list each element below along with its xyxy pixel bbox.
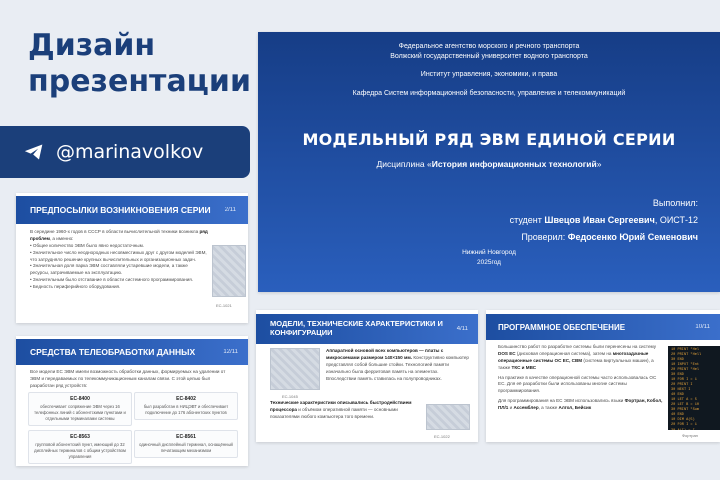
- s4-p1-bold3: ТКС и МВС: [511, 364, 537, 370]
- s1-bullet-text: Общее количество ЭВМ было явно недостаточным.: [32, 242, 145, 248]
- code-line: 10 INPUT "Ent: [671, 363, 700, 368]
- s4-paragraph: На практике в качестве операционной системы часто использовалась ОС ЕС. Для её разработки были использованы многие системы программирования.: [498, 374, 657, 394]
- slide-header: [486, 314, 720, 340]
- ts-checked-prefix: Проверил:: [521, 232, 568, 243]
- s1-bullet: • Значительная доля парка ЭВМ составляли устаревшие модели, а также ресурсы, затрачиваемые на эксплуатацию.: [30, 263, 188, 276]
- slide-software: [486, 310, 720, 442]
- slide-header: [16, 339, 248, 365]
- device-title: ЕС-8563: [70, 434, 90, 440]
- slide-page-number: 4/11: [456, 325, 468, 332]
- slide-prerequisites: [16, 193, 248, 323]
- code-line: 20 PRINT "Hel: [671, 368, 700, 373]
- s4-p3-bold: Фортран, Кобол, ПЛ/1: [498, 398, 663, 411]
- device-text: групповой абонентский пункт, имеющий до 32 дисплейных терминалов с общим устройством управления: [34, 442, 126, 460]
- code-line: 30 NEXT I: [671, 388, 691, 393]
- ts-institute: Институт управления, экономики, и права: [420, 71, 558, 78]
- cover-headline: Дизайн презентации: [28, 28, 251, 99]
- code-line: 20 LET B = 10: [671, 403, 700, 408]
- s4-paragraph: [498, 344, 664, 372]
- device-title: ЕС-8400: [70, 396, 90, 402]
- computer-photo: [270, 348, 320, 390]
- s1-bullet-text: Значительным было отставание в области системного программирования.: [32, 277, 193, 283]
- slide-page-number: 2/11: [224, 207, 236, 213]
- code-line: 40 END: [671, 393, 684, 398]
- s4-p1-bold: DOS ЕС: [498, 350, 516, 356]
- s4-p3-bold3: Алгол, Бейсик: [558, 405, 592, 411]
- s3-t1-bold: Аппаратной основой всех компьютеров — платы с микросхемами размером 140×150 мм.: [326, 348, 444, 360]
- slide-header: [256, 314, 478, 344]
- ts-disc-suffix: »: [596, 159, 602, 169]
- s4-p3-bold2: Ассемблер: [513, 405, 539, 411]
- ts-disc-prefix: Дисциплина «: [376, 159, 432, 169]
- slide-page-number: 12/11: [223, 349, 238, 355]
- code-line: 30 END: [671, 358, 684, 363]
- code-line: 20 PRINT I: [671, 383, 693, 388]
- ts-student: [510, 212, 698, 229]
- slide-body: [498, 344, 664, 412]
- photo-caption: Фортран: [682, 433, 698, 438]
- computer-photo: [426, 404, 470, 430]
- device-card: [28, 430, 132, 464]
- code-line: 20 FOR I = 1: [671, 423, 697, 428]
- s4-p1-mid: (дисковая операционная система), затем на: [515, 350, 613, 356]
- code-line: 10 DIM A(5): [671, 418, 695, 423]
- s3-t1-text: Конструктивно компьютер представлял собой большие стойки. Технологией памяти изначально была ферритовая память на элементах. Впоследствии память ставилась на полупроводниках.: [326, 354, 469, 381]
- photo-caption: ЕС-1022: [434, 434, 450, 439]
- slide-models: [256, 310, 478, 442]
- slide-title: ПРЕДПОСЫЛКИ ВОЗНИКНОВЕНИЯ СЕРИИ: [30, 205, 211, 215]
- title-slide: [258, 32, 720, 292]
- code-line: 10 PRINT "Hel: [671, 348, 700, 352]
- s4-p1-bold2: многозадачные операционные системы ОС ЕС, СВМ: [498, 350, 649, 363]
- s1-bullet: • Бедность периферийного оборудования.: [30, 284, 121, 290]
- s1-lead: В середине 1960-х годов в СССР в области вычислительной техники возникла: [30, 229, 199, 234]
- ts-checked-name: Федосенко Юрий Семенович: [567, 232, 698, 243]
- s3-t2-text: и объёмом оперативной памяти — основными показателями любого компьютера того времени.: [270, 406, 398, 419]
- telegram-icon: [24, 143, 44, 161]
- ts-city-year: [258, 248, 720, 268]
- s1-lead-bold: ряд проблем: [30, 229, 208, 241]
- device-text: был разработан в НИЦЭВТ и обеспечивает подключение до 176 абонентских пунктов: [143, 404, 229, 416]
- s1-bullet: • Значительным было отставание в области системного программирования.: [30, 277, 193, 283]
- slide-header: [16, 196, 248, 224]
- code-line: 10 LET A = 5: [671, 398, 697, 403]
- code-screenshot: [668, 346, 720, 430]
- device-card: [134, 392, 238, 420]
- slide-teleprocessing: [16, 336, 248, 466]
- code-line: 20 PRINT "Hell: [671, 353, 702, 358]
- ts-title: МОДЕЛЬНЫЙ РЯД ЭВМ ЕДИНОЙ СЕРИИ: [302, 130, 676, 149]
- ts-city: Нижний Новгород: [462, 249, 516, 256]
- s1-bullet: • Общее количество ЭВМ было явно недостаточным.: [30, 242, 145, 248]
- s4-p1-tail: (система виртуальных машин), а также: [498, 357, 654, 370]
- ts-year: 2025год: [477, 258, 501, 266]
- ts-department: Кафедра Систем информационной безопасности, управления и телекоммуникаций: [352, 90, 626, 97]
- s4-p3-tail: , а также: [538, 405, 559, 411]
- slide-text: [270, 400, 420, 421]
- code-line: 30 PRINT "Sum: [671, 408, 700, 413]
- slide-title: СРЕДСТВА ТЕЛЕОБРАБОТКИ ДАННЫХ: [30, 347, 196, 357]
- s4-paragraph: [498, 398, 664, 412]
- s1-bullet-text: Значительная доля парка ЭВМ составляли устаревшие модели, а также ресурсы, затрачиваемые на эксплуатацию.: [30, 263, 188, 276]
- s1-bullet-text: Бедность периферийного оборудования.: [32, 284, 121, 290]
- code-line: [671, 429, 717, 431]
- slide-intro: Все модели ЕС ЭВМ имели возможность обработки данных, формируемых на удалении от ЭВМ и передаваемых по телекоммуникационным каналам связи. С этой целью был разработан ряд устройств:: [30, 369, 226, 388]
- device-text: одиночный дисплейный терминал, оснащённый печатающим механизмом: [139, 442, 233, 454]
- computer-photo: [212, 245, 246, 297]
- code-line: 10 FOR I = 1: [671, 378, 697, 383]
- s4-p3-lead: Для программирования на ЕС ЭВМ использовались языки: [498, 398, 625, 404]
- photo-caption: ЕС-1045: [282, 394, 298, 399]
- ts-discipline: [258, 159, 720, 169]
- device-title: ЕС-8402: [176, 396, 196, 402]
- s1-bullet-text: Значительное число неоднородных несовместимых друг с другом моделей ЭВМ, что затрудняло решение крупных вычислительных и организационных задач.: [30, 249, 207, 262]
- handle-text: @marinavolkov: [56, 141, 204, 163]
- ts-checked: [510, 229, 698, 246]
- ts-student-name: Швецов Иван Сергеевич: [544, 215, 655, 226]
- ts-org-line2: Волжский государственный университет водного транспорта: [390, 53, 588, 61]
- ts-student-prefix: студент: [509, 215, 545, 226]
- slide-page-number: 10/11: [695, 324, 710, 330]
- ts-authors: [510, 195, 698, 246]
- slide-text: [326, 348, 470, 382]
- ts-student-group: , ОИСТ-12: [654, 215, 698, 226]
- s1-lead-tail: , а именно:: [49, 235, 74, 241]
- device-card: [28, 392, 132, 426]
- handle-banner[interactable]: [0, 126, 250, 178]
- s1-bullet: • Значительное число неоднородных несовместимых друг с другом моделей ЭВМ, что затрудняло решение крупных вычислительных и организационных задач.: [30, 249, 207, 262]
- ts-org-line1: Федеральное агентство морского и речного транспорта: [398, 43, 580, 50]
- s4-p3-mid: и: [508, 405, 514, 411]
- ts-organization: [258, 42, 720, 62]
- slide-body: [30, 229, 208, 291]
- s4-p1-lead: Большинство работ по разработке системы были перенесены на систему: [498, 344, 657, 349]
- code-line: 30 END: [671, 373, 684, 378]
- ts-performed-label: Выполнил:: [652, 198, 698, 208]
- slide-title: МОДЕЛИ, ТЕХНИЧЕСКИЕ ХАРАКТЕРИСТИКИ И КОНФИГУРАЦИИ: [270, 319, 443, 337]
- photo-caption: ЕС-1021: [216, 303, 232, 308]
- device-card: [134, 430, 238, 458]
- s3-t2-bold: Технические характеристики описывались быстродействием процессора: [270, 400, 412, 412]
- device-title: ЕС-8561: [176, 434, 196, 440]
- slide-title: ПРОГРАММНОЕ ОБЕСПЕЧЕНИЕ: [498, 322, 626, 332]
- code-line: 40 END: [671, 413, 684, 418]
- ts-disc-name: История информационных технологий: [431, 159, 597, 169]
- device-text: обеспечивает сопряжение ЭВМ через 16 телефонных линий с абонентскими пунктами и отдельными терминалами системы: [34, 404, 126, 422]
